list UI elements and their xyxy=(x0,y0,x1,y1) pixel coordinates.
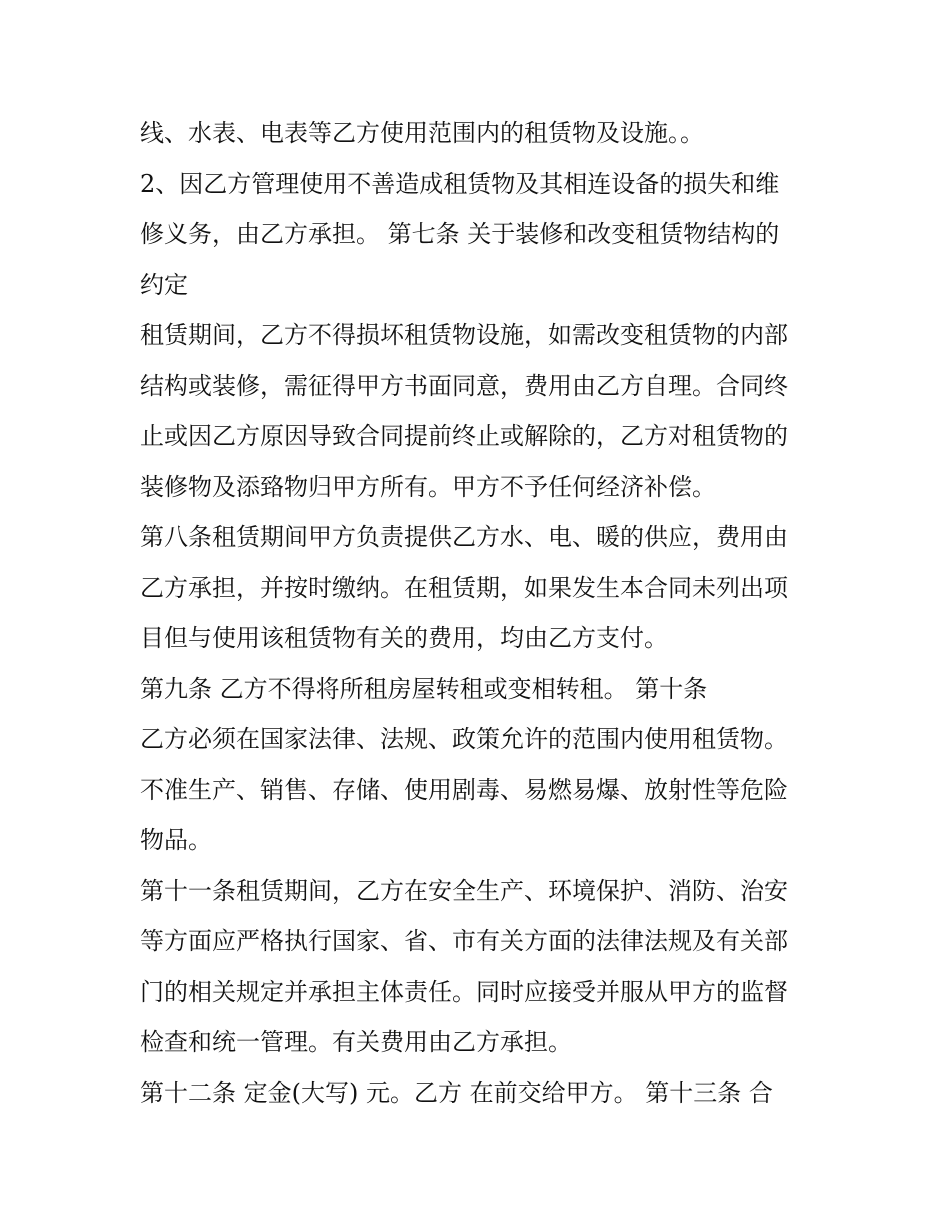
text-line: 结构或装修，需征得甲方书面同意，费用由乙方自理。合同终 xyxy=(140,371,788,400)
text-line: 第九条 乙方不得将所租房屋转租或变相转租。 第十条 xyxy=(140,674,708,703)
text-line: 约定 xyxy=(140,270,188,299)
text-line: 不准生产、销售、存储、使用剧毒、易燃易爆、放射性等危险 xyxy=(140,775,788,804)
text-line: 物品。 xyxy=(140,826,212,854)
text-line: 乙方必须在国家法律、法规、政策允许的范围内使用租赁物。 xyxy=(140,725,788,753)
text-line: 租赁期间，乙方不得损坏租赁物设施，如需改变租赁物的内部 xyxy=(140,321,788,349)
text-line: 检查和统一管理。有关费用由乙方承担。 xyxy=(140,1028,572,1056)
text-line: 2、因乙方管理使用不善造成租赁物及其相连设备的损失和维 xyxy=(140,169,780,198)
text-line: 目但与使用该租赁物有关的费用，均由乙方支付。 xyxy=(140,624,668,652)
text-line: 等方面应严格执行国家、省、市有关方面的法律法规及有关部 xyxy=(140,927,788,955)
contract-text-body xyxy=(140,108,820,1118)
text-line: 第十一条租赁期间，乙方在安全生产、环境保护、消防、治安 xyxy=(140,876,788,905)
text-line: 第八条租赁期间甲方负责提供乙方水、电、暖的供应，费用由 xyxy=(140,523,788,551)
text-line: 止或因乙方原因导致合同提前终止或解除的，乙方对租赁物的 xyxy=(140,422,788,450)
text-line: 装修物及添臵物归甲方所有。甲方不予任何经济补偿。 xyxy=(140,472,716,501)
text-line: 修义务，由乙方承担。 第七条 关于装修和改变租赁物结构的 xyxy=(140,220,780,248)
text-line: 乙方承担，并按时缴纳。在租赁期，如果发生本合同未列出项 xyxy=(140,573,788,602)
text-line: 线、水表、电表等乙方使用范围内的租赁物及设施。。 xyxy=(140,119,704,147)
text-line: 第十二条 定金(大写) 元。乙方 在前交给甲方。 第十三条 合 xyxy=(140,1078,773,1107)
text-line: 门的相关规定并承担主体责任。同时应接受并服从甲方的监督 xyxy=(140,977,788,1006)
